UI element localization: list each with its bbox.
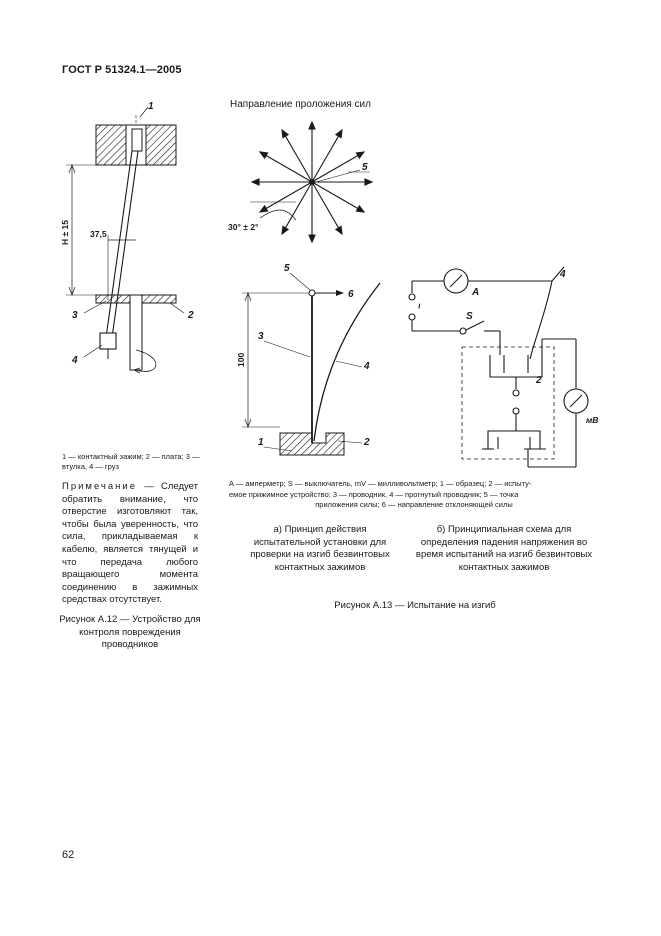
star-label-5: 5 <box>362 162 368 173</box>
force-arrowhead <box>336 130 342 138</box>
a12-label-4: 4 <box>72 355 78 366</box>
force-arrowhead <box>356 152 364 158</box>
force-arrowhead <box>336 226 342 234</box>
figure-a12-caption: Рисунок А.12 — Устройство для контроля повреждения проводников <box>59 614 201 650</box>
panel-a-drawing <box>232 255 392 465</box>
figure-a12-note <box>62 481 198 607</box>
force-ray <box>282 182 312 234</box>
dim-height-label: H ± 15 <box>60 220 70 245</box>
panel-a-label-3: 3 <box>258 331 264 342</box>
a12-label-1: 1 <box>148 101 154 112</box>
force-arrowhead <box>309 122 315 129</box>
force-direction-title: Направление проложения сил <box>230 99 371 110</box>
dim-width-label: 37,5 <box>90 229 107 239</box>
figure-a13-caption: Рисунок А.13 — Испытание на изгиб <box>334 600 496 611</box>
source-label: ~ <box>413 303 424 309</box>
note-head: Примечание <box>62 481 137 492</box>
weight <box>100 333 116 349</box>
force-arrowhead <box>260 152 268 158</box>
angle-label: 30° ± 2° <box>228 222 259 232</box>
panel-a-label-5: 5 <box>284 263 290 274</box>
force-ray <box>312 152 364 182</box>
figure-a12-legend: 1 — контактный зажим; 2 — плата; 3 — втулка, 4 — груз <box>62 452 200 471</box>
panel-a-label-4: 4 <box>364 361 370 372</box>
force-arrowhead <box>282 130 288 138</box>
panel-a-label-2: 2 <box>364 437 370 448</box>
force-arrowhead <box>356 206 364 212</box>
note-body: — Следует обратить внимание, что отверстие изготовляют так, чтобы была уверенность, что сила, прикладываемая к кабелю, является тянущей и что передача любого вращающего момента соединению в зажимных средствах отсутствует. <box>62 481 198 606</box>
ammeter-label: A <box>472 287 480 298</box>
panel-a-dim: 100 <box>236 352 246 367</box>
legend-line-3: приложения силы; 6 — направление отклоняющей силы <box>315 500 513 509</box>
clamp-block <box>96 125 176 165</box>
force-arrowhead <box>252 179 259 185</box>
force-arrowhead <box>365 179 372 185</box>
panel-a-label-1: 1 <box>258 437 264 448</box>
force-arrowhead <box>260 206 268 212</box>
force-arrowhead <box>282 226 288 234</box>
force-ray <box>282 130 312 182</box>
a12-label-3: 3 <box>72 310 78 321</box>
subcaption-a: а) Принцип действия испытательной установки для проверки на изгиб безвинтовых контактных зажимов <box>250 524 390 573</box>
force-center-point <box>310 180 315 185</box>
force-ray <box>312 130 342 182</box>
a12-label-2: 2 <box>188 310 194 321</box>
subcaption-b: б) Принципиальная схема для определения падения напряжения во время испытаний на изгиб безвинтовых контактных зажимов <box>415 524 593 573</box>
millivoltmeter-label: мВ <box>586 415 599 425</box>
page-number: 62 <box>62 849 75 861</box>
legend-line-1: A — амперметр; S — выключатель, mV — милливольтметр; 1 — образец; 2 — испыту- <box>229 479 532 488</box>
figure-a13-legend <box>229 479 599 511</box>
panel-a-label-6: 6 <box>348 289 354 300</box>
panel-b-circuit <box>400 255 610 475</box>
force-ray <box>312 182 364 212</box>
force-ray <box>260 182 312 212</box>
legend-line-2: емое прижимное устройство; 3 — проводник, 4 — прогнутый проводник; 5 — точка <box>229 489 519 499</box>
panel-b-label-2: 2 <box>536 375 542 386</box>
panel-b-label-4: 4 <box>560 269 566 280</box>
force-direction-star <box>220 110 400 250</box>
force-ray <box>260 152 312 182</box>
force-arrowhead <box>309 235 315 242</box>
document-header: ГОСТ Р 51324.1—2005 <box>62 64 182 76</box>
force-ray <box>312 182 342 234</box>
figure-a12-drawing <box>60 95 210 445</box>
switch-label: S <box>466 311 473 322</box>
